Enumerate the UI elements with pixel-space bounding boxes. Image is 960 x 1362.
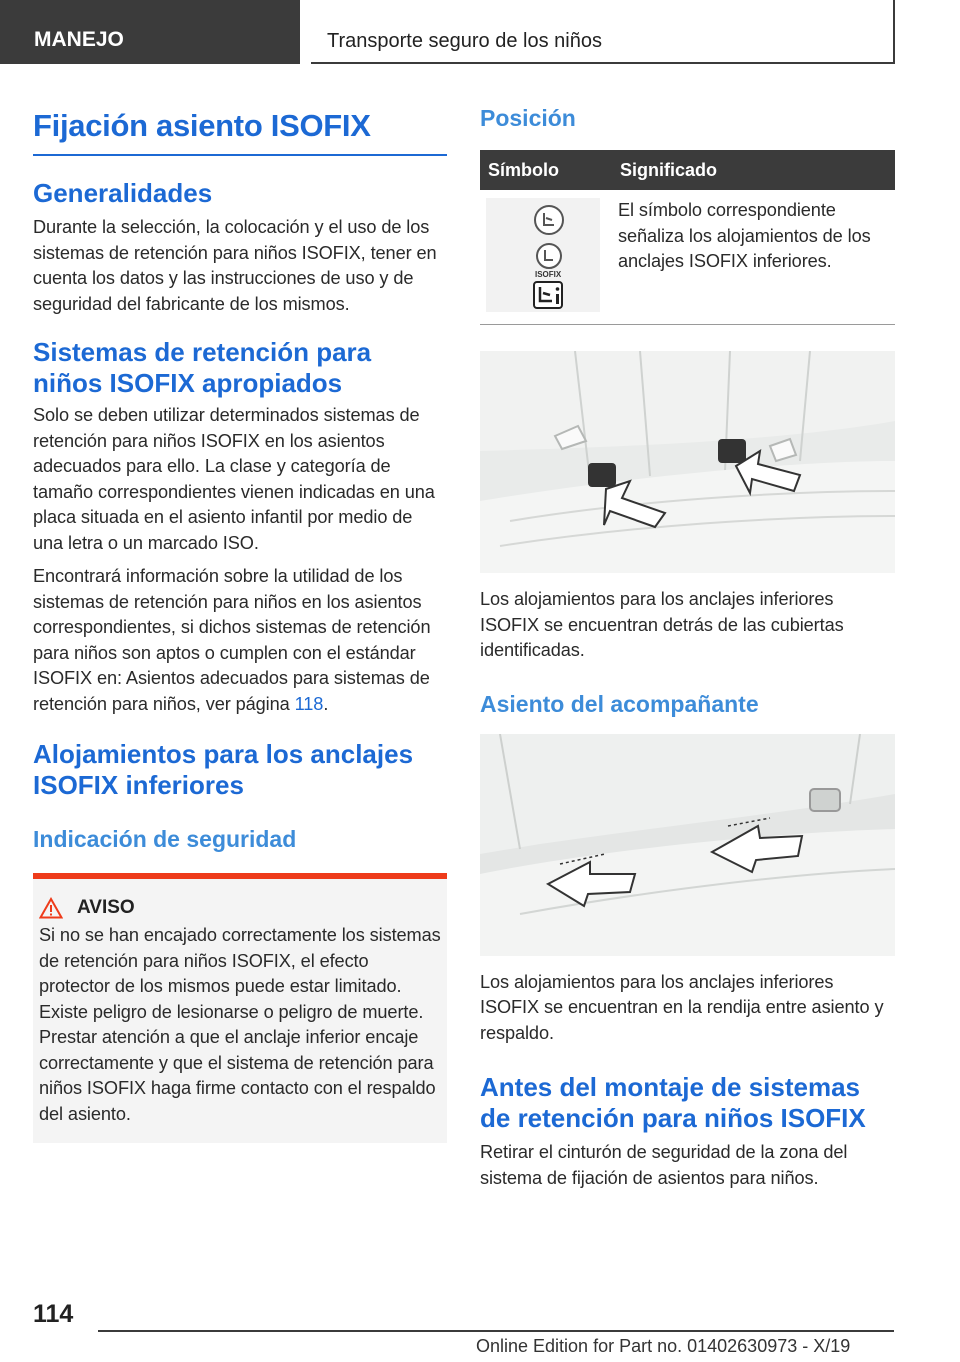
page-title: Fijación asiento ISOFIX	[33, 100, 447, 156]
passenger-caption: Los alojamientos para los anclajes inferiores ISOFIX se encuentran en la rendija entre asiento y respaldo.	[480, 971, 884, 1043]
passenger-seat-image	[480, 734, 895, 956]
isofix-symbol-group	[486, 198, 600, 312]
warning-header	[39, 897, 441, 919]
passenger-seat-illustration-icon	[480, 734, 895, 956]
footer-edition: Online Edition for Part no. 01402630973 - X/19	[476, 1336, 851, 1356]
table-row	[480, 190, 895, 325]
table-header-symbol: Símbolo	[480, 150, 612, 190]
systems-heading: Sistemas de retención para niños ISOFIX apropiados	[33, 337, 372, 398]
before-text: Retirar el cinturón de seguridad de la zona del sistema de fijación de asientos para niños.	[480, 1142, 848, 1188]
general-heading: Generalidades	[33, 178, 213, 208]
rear-seat-image	[480, 351, 895, 573]
warning-box	[33, 873, 447, 1143]
footer-rule	[98, 1330, 894, 1332]
systems-text-2	[33, 564, 447, 717]
symbol-cell	[480, 190, 612, 325]
page-link[interactable]: 118	[294, 693, 324, 714]
header-section	[0, 0, 298, 64]
systems-text-2-end: .	[323, 693, 329, 714]
isofix-symbols-icon	[486, 198, 600, 312]
safety-heading: Indicación de seguridad	[33, 826, 297, 852]
header-section-label: MANEJO	[34, 28, 124, 51]
before-heading: Antes del montaje de sistemas de retención para niños ISOFIX	[480, 1072, 866, 1133]
meaning-cell	[612, 190, 895, 325]
left-column	[33, 100, 447, 1143]
systems-text-2-body: Encontrará información sobre la utilidad de los sistemas de retención para niños en los asientos correspondientes, si dichos sistemas de retención para niños son aptos o cumplen con el estándar ISOFIX en: Asientos adecuados para sistemas de retención para niños, ver página	[33, 566, 431, 714]
meaning-text: El símbolo correspondiente señaliza los alojamientos de los anclajes ISOFIX inferiores.	[618, 200, 871, 271]
systems-text-1: Solo se deben utilizar determinados sistemas de retención para niños ISOFIX en los asientos adecuados para ello. La clase y categoría de tamaño correspondientes vienen indicadas en una placa situada en el asiento infantil por medio de una letra o un marcado ISO.	[33, 405, 435, 553]
table-header-meaning: Significado	[612, 150, 895, 190]
position-heading: Posición	[480, 105, 576, 131]
warning-text: Si no se han encajado correctamente los sistemas de retención para niños ISOFIX, el efecto protector de los mismos puede estar limitado. Existe peligro de lesionarse o peligro de muerte. Prestar atención a que el anclaje inferior encaje correctamente y que el sistema de retención para niños ISOFIX haga firme contacto con el respaldo del asiento.	[39, 925, 441, 1124]
header-chapter	[311, 0, 895, 64]
isofix-icon-label: ISOFIX	[535, 270, 562, 279]
header-separator	[298, 0, 311, 64]
warning-triangle-icon	[39, 897, 63, 919]
page-number: 114	[33, 1300, 74, 1328]
symbol-table	[480, 150, 895, 325]
passenger-heading: Asiento del acompañante	[480, 690, 759, 717]
general-text: Durante la selección, la colocación y el uso de los sistemas de retención para niños ISOFIX, tener en cuenta los datos y las instrucciones de uso y de seguridad del fabricante de los mismos.	[33, 217, 437, 314]
rear-seat-illustration-icon	[480, 351, 895, 573]
warning-title: AVISO	[77, 897, 135, 918]
header-chapter-label: Transporte seguro de los niños	[327, 30, 602, 52]
anchors-heading: Alojamientos para los anclajes ISOFIX inferiores	[33, 739, 414, 800]
right-column	[480, 100, 895, 1191]
rear-caption: Los alojamientos para los anclajes inferiores ISOFIX se encuentran detrás de las cubiertas identificadas.	[480, 589, 844, 660]
